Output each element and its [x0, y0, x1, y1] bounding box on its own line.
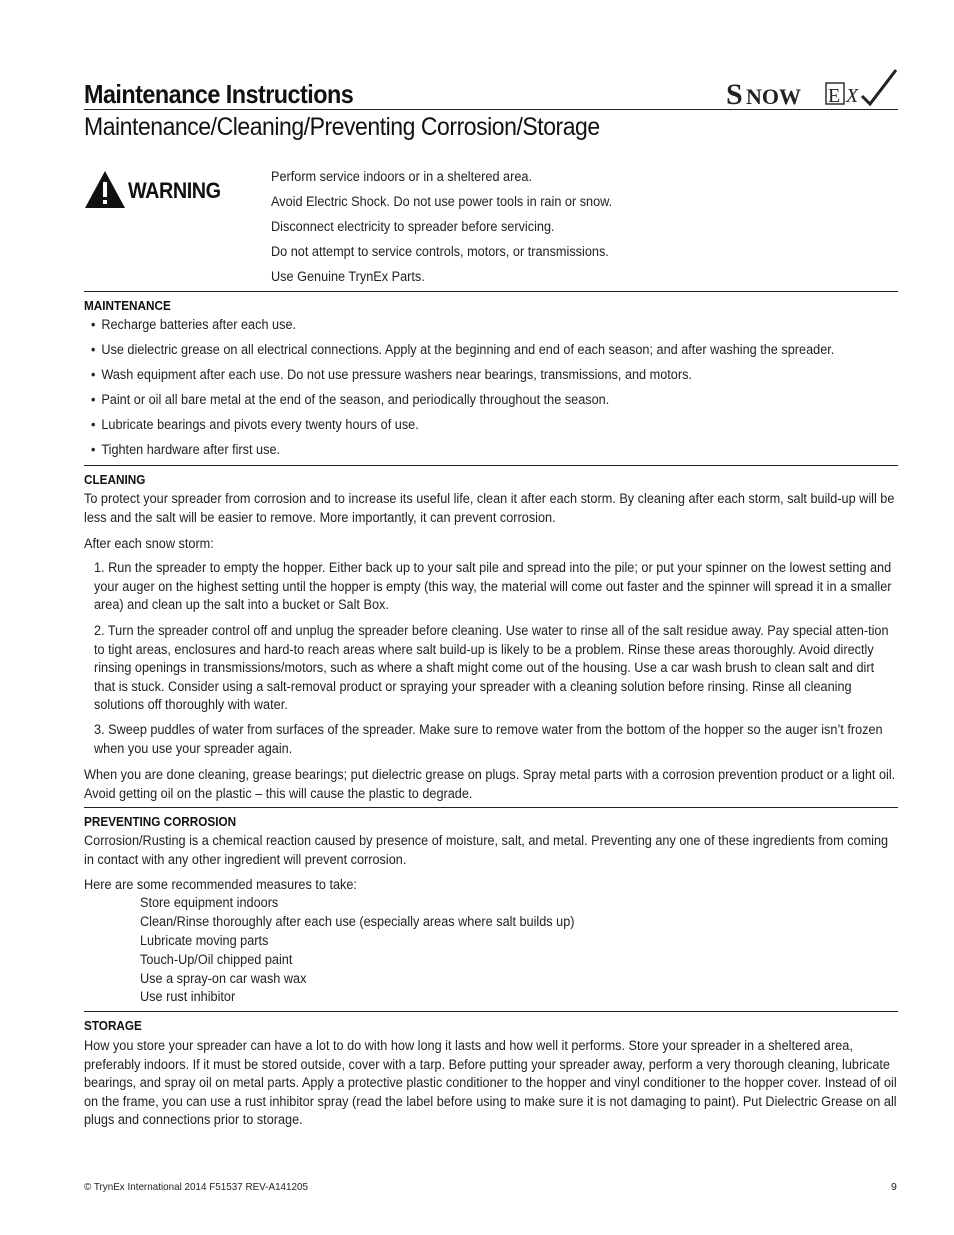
page-number: 9	[891, 1181, 897, 1193]
list-item: Lubricate moving parts	[140, 932, 269, 948]
cleaning-step-2: 2. Turn the spreader control off and unplug the spreader before cleaning. Use water to rinse all of the salt residue away. Pay special atten-tion to tight areas, enclosures and hard-to reach areas where salt build-up is likely to be a problem. Rinse these areas thoroughly. Avoid directly rinsing openings in transmissions/motors, such as where a shaft might come out of the housing. Use a car wash brush to clean salt and dirt that is stuck. Consider using a salt-removal product or spraying your spreader with a cleaning solution before rinsing. Rinse all cleaning solutions off thoroughly with water.	[94, 623, 889, 713]
warning-list	[271, 168, 634, 293]
list-item: • Recharge batteries after each use.	[91, 317, 297, 332]
list-item: Use a spray-on car wash wax	[140, 970, 307, 986]
warning-item: Avoid Electric Shock. Do not use power tools in rain or snow.	[271, 194, 613, 209]
page-title: Maintenance Instructions	[84, 79, 354, 109]
list-item: Use rust inhibitor	[140, 989, 236, 1005]
section-rule	[84, 291, 898, 292]
cleaning-after-label: After each snow storm:	[84, 536, 214, 551]
svg-text:S: S	[726, 78, 743, 110]
list-item: • Lubricate bearings and pivots every twenty hours of use.	[91, 417, 419, 432]
cleaning-step-1: 1. Run the spreader to empty the hopper. Either back up to your salt pile and spread into the pile; or put your spinner on the lowest setting and your auger on the highest setting until the hopper is empty (this way, the material will come out faster and the spinner will spread it in a smaller area) and clean up the salt into a bucket or Salt Box.	[94, 560, 892, 613]
section-rule	[84, 1011, 898, 1012]
warning-item: Use Genuine TrynEx Parts.	[271, 269, 425, 284]
warning-label: WARNING	[128, 178, 221, 203]
snowex-logo	[724, 66, 900, 110]
list-item: • Use dielectric grease on all electrical connections. Apply at the beginning and end of each season; and after washing the spreader.	[91, 342, 835, 357]
cleaning-heading: CLEANING	[84, 473, 146, 487]
svg-text:X: X	[846, 85, 859, 107]
svg-text:E: E	[828, 85, 841, 107]
maintenance-heading: MAINTENANCE	[84, 299, 171, 313]
warning-item: Perform service indoors or in a sheltered area.	[271, 169, 532, 184]
list-item: Clean/Rinse thoroughly after each use (especially areas where salt builds up)	[140, 913, 575, 929]
header-rule	[84, 109, 898, 110]
storage-heading: STORAGE	[84, 1019, 142, 1033]
warning-item: Disconnect electricity to spreader before servicing.	[271, 219, 555, 234]
svg-text:NOW: NOW	[746, 84, 801, 109]
footer-copyright: © TrynEx International 2014 F51537 REV-A141205	[84, 1181, 309, 1193]
section-rule	[84, 807, 898, 808]
list-item: • Paint or oil all bare metal at the end of the season, and periodically throughout the season.	[91, 392, 610, 407]
corrosion-intro: Corrosion/Rusting is a chemical reaction caused by presence of moisture, salt, and metal. Preventing any one of these ingredients from coming in contact with any other ingredient will prevent corrosion.	[84, 833, 889, 867]
list-item: • Wash equipment after each use. Do not use pressure washers near bearings, transmissions, and motors.	[91, 367, 692, 382]
section-rule	[84, 465, 898, 466]
measures-intro: Here are some recommended measures to take:	[84, 877, 357, 892]
cleaning-closing: When you are done cleaning, grease bearings; put dielectric grease on plugs. Spray metal parts with a corrosion prevention product or a light oil. Avoid getting oil on the plastic – this will cause the plastic to degrade.	[84, 767, 896, 801]
maintenance-list	[91, 316, 951, 466]
warning-item: Do not attempt to service controls, motors, or transmissions.	[271, 244, 609, 259]
corrosion-heading: PREVENTING CORROSION	[84, 815, 237, 829]
storage-text: How you store your spreader can have a lot to do with how long it lasts and how well it performs. Store your spreader in a sheltered area, preferably indoors. If it must be stored outside, cover with a tarp. Before putting your spreader away, perform a very thorough cleaning, lubricate bearings, and spray oil on metal parts. Apply a protective plastic conditioner to the hopper and vinyl conditioner to the hopper cover. Instead of oil on the frame, you can use a rust inhibitor spray (read the label before using to make sure it is not damaging to paint). Put Dielectric Grease on all plugs and connections prior to storage.	[84, 1038, 897, 1128]
cleaning-intro: To protect your spreader from corrosion and to increase its useful life, clean it after each storm. By cleaning after each storm, salt build-up will be less and the salt will be easier to remove. More importantly, it can prevent corrosion.	[84, 491, 895, 525]
cleaning-step-3: 3. Sweep puddles of water from surfaces of the spreader. Make sure to remove water from the bottom of the hopper so the auger isn’t frozen when you use your spreader again.	[94, 722, 883, 756]
page-subtitle: Maintenance/Cleaning/Preventing Corrosion/Storage	[84, 113, 600, 141]
list-item: • Tighten hardware after first use.	[91, 442, 281, 457]
list-item: Touch-Up/Oil chipped paint	[140, 951, 293, 967]
measures-list	[140, 894, 602, 1007]
list-item: Store equipment indoors	[140, 895, 279, 910]
